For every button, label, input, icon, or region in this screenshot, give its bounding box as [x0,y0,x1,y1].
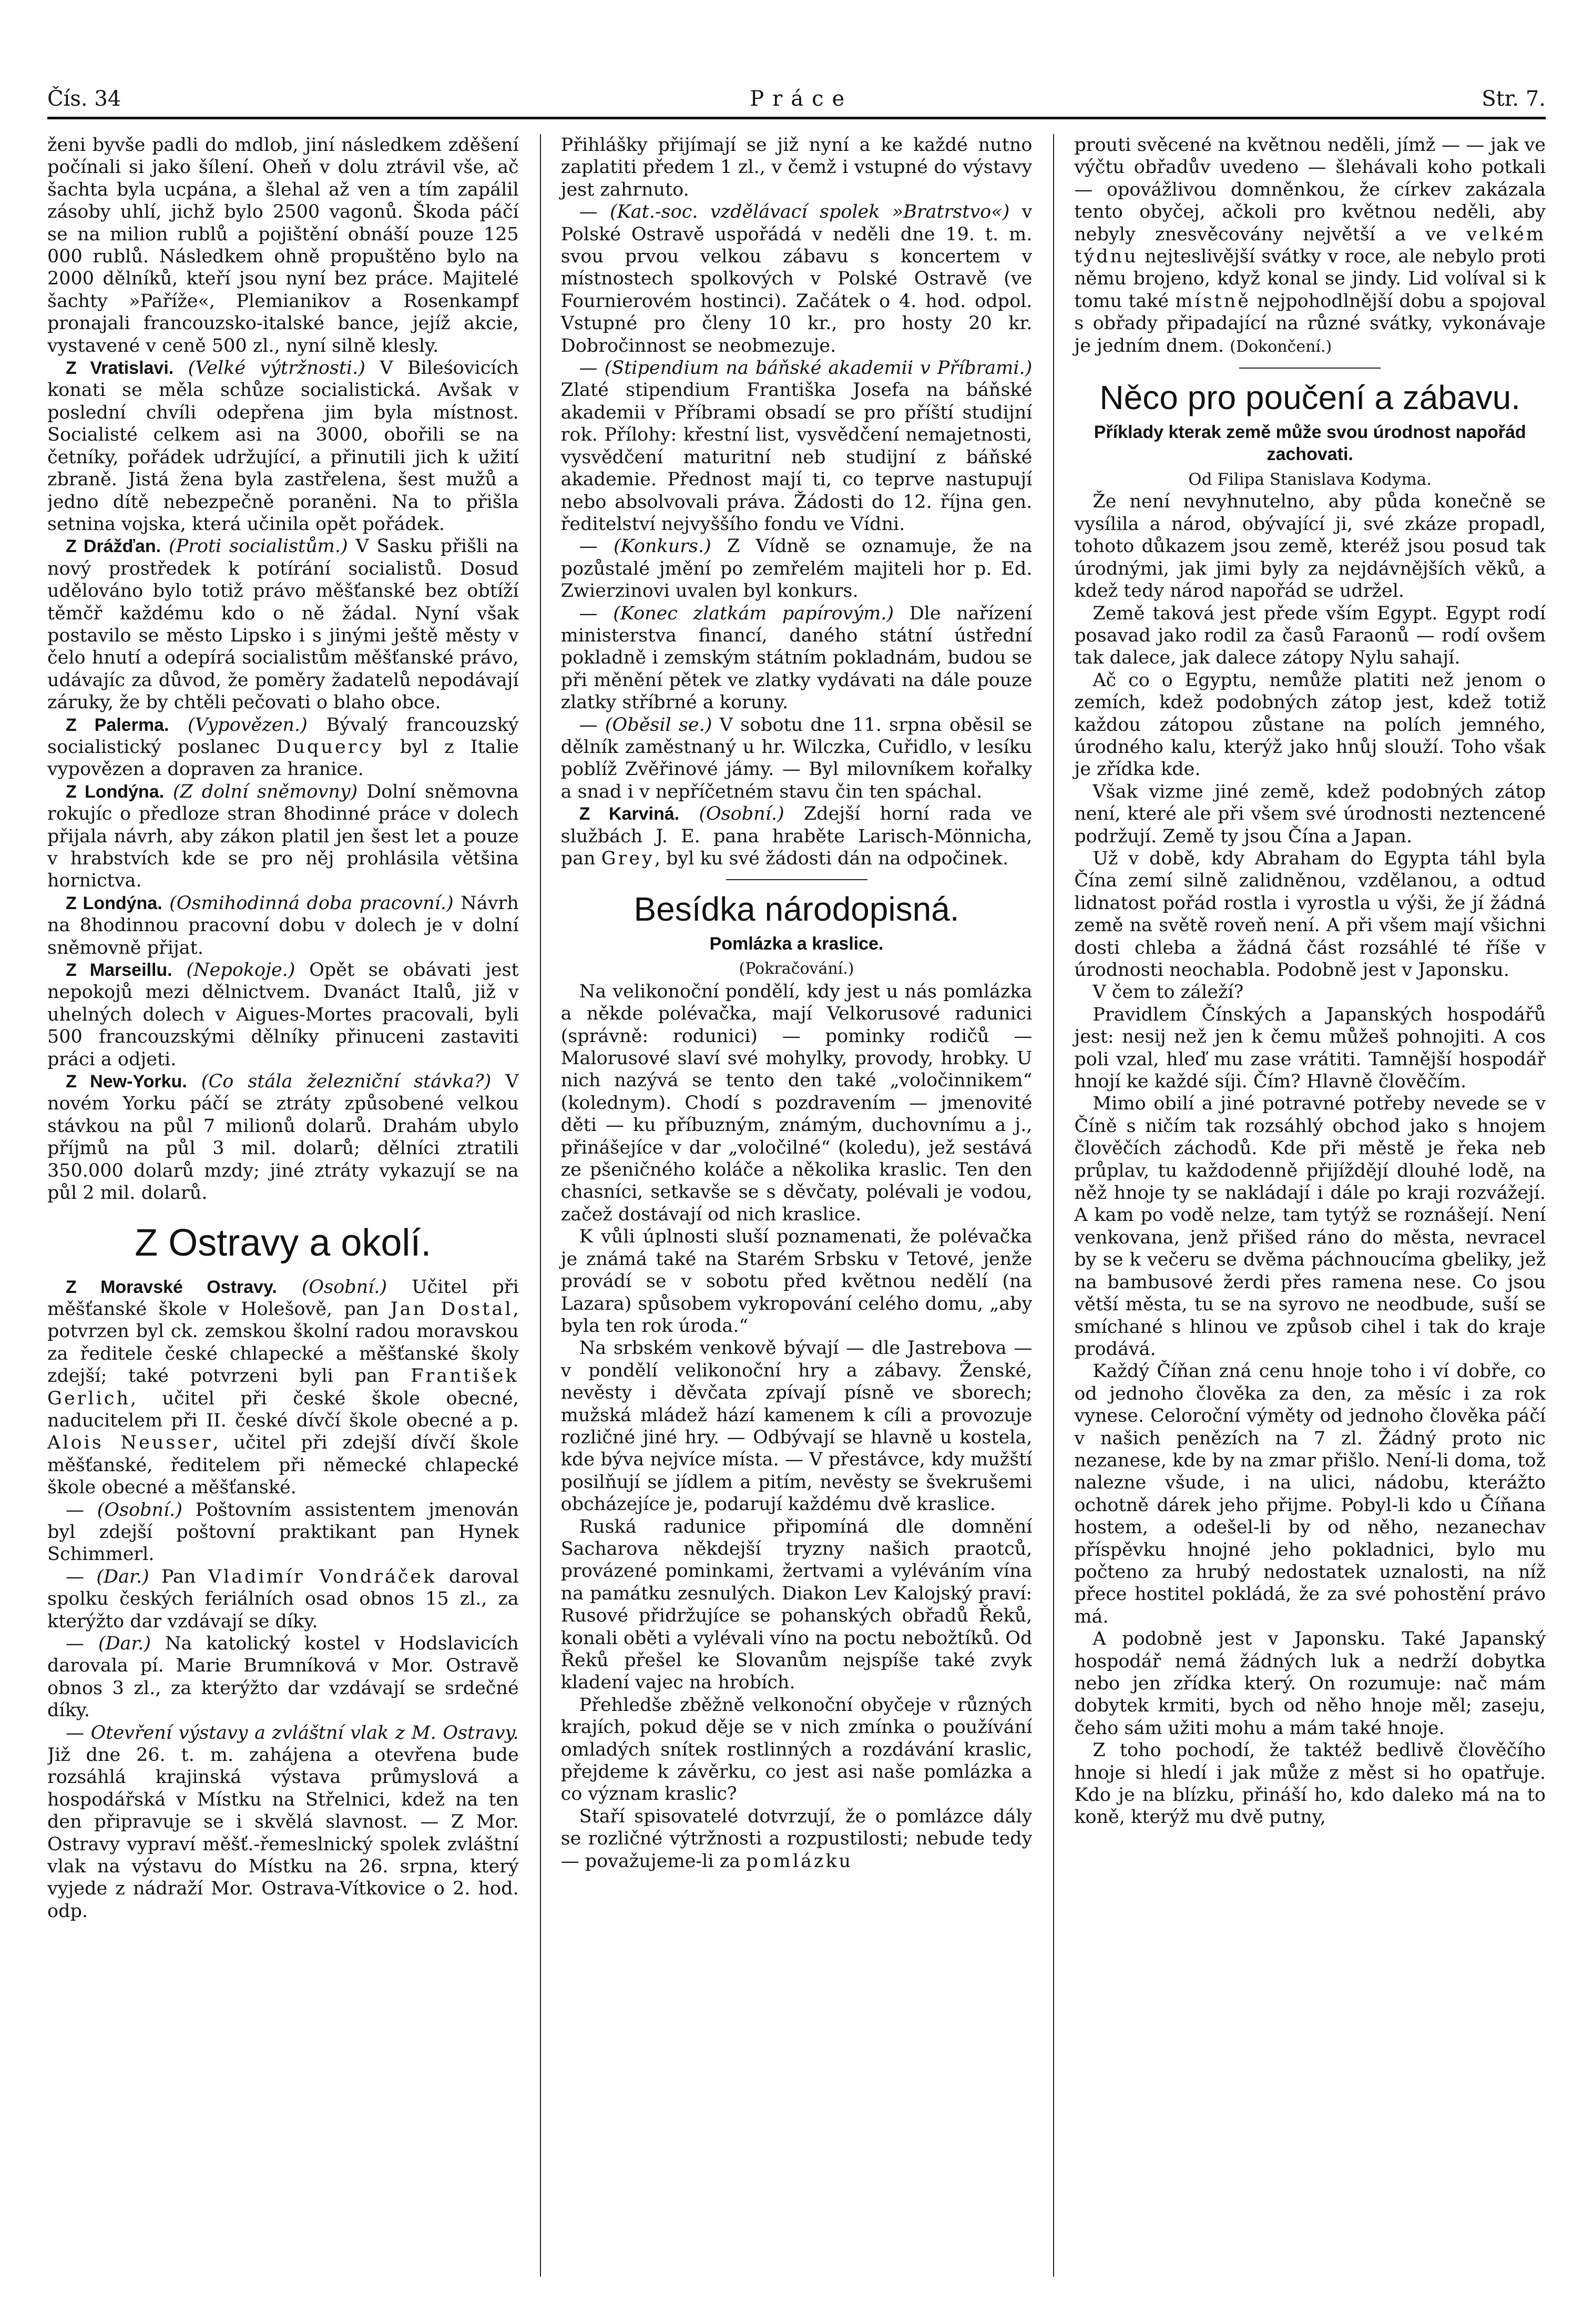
paragraph [1074,1628,1546,1739]
article-stipend: — (Stipendium na báňské akademii v Příbrami.) Zlaté stipendium Františka Josefa na báňské akademii v Příbrami obsadí se pro příští studijní rok. Přílohy: křestní list, vysvědčení nemajetnosti, vysvědčení maturitní neb studijní z báňské akademie. Přednost mají ti, co teprve nastupují nebo absolvovali práva. Žádosti do 12. října gen. ředitelství nejvyššího fondu ve Vídni. [560,358,1033,535]
article-title: (Stipendium na báňské akademii v Příbrami.) [604,358,1033,379]
article-body: Učitel při měšťanské škole v Holešově, pan [47,1276,519,1320]
article-lead: Z Karviná. [579,804,680,824]
article-title: (Konec zlatkám papírovým.) [613,603,894,624]
continued-note: (Pokračování.) [739,960,854,978]
article-gift-2: — (Dar.) Na katolický kostel v Hodslavicích darovala pí. Marie Brumníková v Mor. Ostravě obnos 3 zl., za kterýžto dar vzdávají se srdečné díky. [47,1633,519,1721]
article-body: Na katolický kostel v Hodslavicích darovala pí. Marie Brumníková v Mor. Ostravě obnos 3 zl., za kterýžto dar vzdávají se srdečné díky. [47,1633,519,1721]
paragraph-text: Na srbském venkově bývají — dle Jastrebova — v pondělí velikonoční hry a zábavy. Ženské, nevěsty i děvčata zpívají písně ve sborech; mužská mládež hází kamenem k cíli a provozuje rozličné jiné hry. — Odbývají se hlavně u kostela, kde býva nejvíce místa. — V přestávce, kdy mužští posilňují se jídlem a pitím, nevěsty se švekrušemi obcházejíce je, podarují každému dvě kraslice. [560,1338,1033,1515]
paragraph-text: K vůli úplnosti sluší poznamenati, že polévačka je známá také na Starém Srbsku v Tetové, jenže provádí se v sobotu před květnou nedělí (na Lazara) spůsobem vykropování celého domu, „aby byla ten rok úroda.“ [560,1226,1033,1337]
article-bratrstvo: — (Kat.-soc. vzdělávací spolek »Bratrstvo«) v Polské Ostravě uspořádá v neděli dne 19. t. m. svou prvou velkou zábavu s koncertem v místnostech spolkových v Polské Ostravě (ve Fournierovém hostinci). Začátek o 4. hod. odpol. Vstupné pro členy 10 kr., pro hosty 20 kr. Dobročinnost se neobmezuje. [560,201,1033,356]
article-paper-money: — (Konec zlatkám papírovým.) Dle nařízení ministerstva financí, daného státní ústřední pokladně i zemským státním pokladnám, budou se při měnění pětek ve zlatky vydávati na dále pouze zlatky stříbrné a koruny. [560,603,1033,713]
column-2 [540,134,1033,2277]
article-body: Zdejší horní rada ve službách J. E. pana hraběte Larisch-Mönnicha, pan [560,803,1033,869]
article-title: Otevření výstavy a zvláštní vlak z M. Ostravy. [90,1722,519,1744]
article-title: (Vypovězen.) [188,714,308,736]
article-title: (Osobní.) [97,1499,182,1521]
paragraph-text: Však vizme jiné země, kdež podobných zátop není, které ale při všem své úrodnosti neztencené podržují. Země ty jsou Čína a Japan. [1074,781,1546,847]
article-suicide: — (Oběsil se.) V sobotu dne 11. srpna oběsil se dělník zaměstnaný u hr. Wilczka, Cuřidlo, v lesíku poblíž Zvěřinové jámy. — Byl milovníkem kořalky a snad i v nepříčetném stavu čin ten spáchal. [560,714,1033,802]
paragraph-text: Přehledše zběžně velkonoční obyčeje v různých krajích, pokud děje se v nich zmínka o používání omladých snítek rostlinných a rozdávání kraslic, přejdeme k závěrku, co jest asi naše pomlázka a co význam kraslic? [560,1694,1033,1805]
paragraph [1074,1004,1546,1093]
paragraph-text: prouti svěcené na květnou neděli, jímž — — jak ve výčtu obřadův uvedeno — šlehávali koho potkali — opovážlivou domněnkou, že církev zakázala tento obyčej, ačkoli pro květnou neděli, aby nebyly znesvěcovány největší a ve [1074,135,1546,245]
article-body: V sobotu dne 11. srpna oběsil se dělník zaměstnaný u hr. Wilczka, Cuřidlo, v lesíku poblíž Zvěřinové jámy. — Byl milovníkem kořalky a snad i v nepříčetném stavu čin ten spáchal. [560,714,1033,802]
paragraph [1074,491,1546,602]
article-title: (Velké výtržnosti.) [188,358,365,379]
article-lead: Z Marseillu. [66,960,172,981]
article-body: , potvrzen byl ck. zemskou školní radou moravskou za ředitele české chlapecké a měšťanské školy zdejší; také potvrzeni byli pan [47,1298,519,1387]
article-lead: Z Londýna. [66,893,162,913]
article-dresden [47,535,519,713]
article-body: Dolní sněmovna rokujíc o předloze stran 8hodinné práce v dolech přijala návrh, aby zákon platil jen šest let a pouze v hrabstvích kde se pro něj prohlásila většina hornictva. [47,781,519,892]
article-title: (Osobní.) [301,1276,387,1298]
article-wroclaw [47,357,519,535]
paragraph-text: Na velikonoční pondělí, kdy jest u nás pomlázka a někde polévačka, mají Velkorusové radunici (správně: rodunici) — pominky rodičů — Malorusové slaví své mohylky, provody, hrobky. U nich nazývá se tento den také „voločinnikem“ (kolednym). Chodí s pozdravením — jmenovité děti — ku příbuzným, známým, duchovnímu a j., přinášejíce v dar „voločilné“ (koledu), jež sestává ze pšeničného koláče a několika kraslic. Ten den chasníci, setkavše se s děvčaty, polévali je vodou, začež dostávají od nich kraslice. [560,981,1033,1225]
article-lead: Z Moravské Ostravy. [66,1277,277,1297]
article-body: V Sasku přišli na nový prostředek k potírání socialistů. Dosud udělováno bylo totiž právo měšťanské bez obtíží těmčř každému kdo o ně žádal. Nyní však postavilo se město Lipsko i s jinými ještě městy v čelo hnutí a odepírá socialistům měšťanské právo, udávajíc za důvod, že poměry žadatelů nepodávají záruky, že by chtěli pečovati o blaho obce. [47,536,519,713]
paragraph-text: nejteslivější svátky v roce, ale nebylo proti němu brojeno, když konal se jindy. Lid volíval si k tomu také [1074,246,1546,312]
article-title: (Oběsil se.) [605,714,712,736]
article-body: , učitel při zdejší dívčí škole měšťanské, ředitelem při německé chlapecké škole obecné a měšťanské. [47,1432,519,1499]
article-title: (Dar.) [98,1633,151,1654]
section-heading-ostrava: Z Ostravy a okolí. [135,1221,432,1264]
newspaper-title: Práce [750,87,853,111]
article-body: Z Vídně se oznamuje, že na pozůstalé jmění po zemřelém majiteli hor p. Ed. Zwierzinovi uvalen byl konkurs. [560,536,1033,602]
person-name: Alois Neusser [47,1432,213,1454]
paragraph [1074,981,1546,1003]
paragraph [561,1337,1033,1515]
article-title: (Osmihodinná doba pracovní.) [169,892,454,914]
paragraph [1074,848,1546,981]
article-title: (Co stála železniční stávka?) [201,1071,492,1093]
person-name: František Gerlich [47,1365,519,1409]
article-body: byl z Italie vypovězen a dopraven za hranice. [47,736,519,780]
article-lead: Z Vratislavi. [66,358,174,379]
article-lead: Z New-Yorku. [66,1072,187,1092]
article-body: Bývalý francouzský socialistický poslanec [47,714,519,758]
section-heading-zabava: Něco pro poučení a zábavu. [1099,379,1520,417]
paragraph [1074,669,1546,781]
paragraph-text: Mimo obilí a jiné potravné potřeby nevede se v Číně s ničím tak rozsáhlý obchod jako s hnojem člověčích záchodů. Kde při městě je řeka neb průplav, tu každodenně přijíždějí dlouhé lodě, na něž hnoje ty se nakládají i dále po kraji rozvážejí. A kam po vodě nelze, tam tytýž se roznášejí. Není venkovana, jenž přišed ráno do města, nevracel by se k večeru se dvěma páchnoucíma gbeliky, jež na bambusové žerdi přes ramena nese. Co jsou větší města, tu se na syrovo ne neodbude, suší se smíchané s hlinou ve způsob cihel i tak do kraje prodává. [1074,1093,1546,1360]
article-body: V Bileśovicích konati se měla schůze socialistická. Avšak v poslední chvíli odepřena jim byla místnost. Socialisté celkem asi na 3000, obořili se na četníky, pořádek udržující, a přinutili jich k užití zbraně. Jistá žena byla zastřelena, šest mužů a jedno dítě nebezpečně poraněni. Na to přišla setnina vojska, která učinila opět pořádek. [47,358,519,535]
article-body: Opět se obávati jest nepokojů mezi dělnictvem. Dvanáct Italů, již v uhelných dolech v Aigues-Mortes pracovali, byli 500 francouzskými dělníky přinuceni zastaviti práci a odjeti. [47,960,519,1070]
paragraph [561,1516,1033,1694]
article-body: v Polské Ostravě uspořádá v neděli dne 19. t. m. svou prvou velkou zábavu s koncertem v místnostech spolkových v Polské Ostravě (ve Fournierovém hostinci). Začátek o 4. hod. odpol. Vstupné pro členy 10 kr., pro hosty 20 kr. Dobročinnost se neobmezuje. [560,201,1033,356]
article-body: Návrh na 8hodinnou pracovní dobu v dolech je v dolní sněmovně přijat. [47,892,519,959]
article-new-york [47,1071,519,1204]
paragraph-text: Staří spisovatelé dotvrzují, že o pomlázce dály se rozličné výtržnosti a rozpustilosti; nebude tedy — považujeme-li za [560,1806,1033,1872]
article-body: Zlaté stipendium Františka Josefa na báňské akademii v Příbrami obsadí se pro příští studijní rok. Přílohy: křestní list, vysvědčení nemajetnosti, vysvědčení maturitní neb studijní z báňské akademie. Přednost mají ti, co teprve nastupují nebo absolvovali práva. Žádosti do 12. října gen. ředitelství nejvyššího fondu ve Vídni. [560,380,1033,535]
paragraph-text: Už v době, kdy Abraham do Egypta táhl byla Čína zemí silně zalidněnou, vzdělanou, a odtud lidnatost pořád rostla i vyrostla u výši, že jí žádná země na světě roveň není. A při všem mají všichni dosti chleba a žádná část rozsáhlé té říše v úrodnosti neochabla. Podobně jest v Japonsku. [1074,848,1546,981]
article-marseille [47,959,519,1071]
article-title: (Proti socialistům.) [168,536,348,557]
article-lead: Z Palerma. [66,715,169,735]
article-title: (Z dolní sněmovny) [172,781,358,802]
conclusion-note: (Dokončení.) [1230,337,1332,356]
article-gift-1: — (Dar.) Pan Vladimír Vondráček daroval spolku českých feriálních osad obnos 15 zl., za kterýžto dar vzdávají se díky. [47,1566,519,1632]
author-line: Od Filipa Stanislava Kodyma. [1188,470,1432,490]
article-title: (Konkurs.) [613,536,711,557]
article-text: ženi byvše padli do mdlob, jiní následkem zděšení počínali si jako šílení. Oheň v dolu ztrávil vše, ač šachta byla ucpána, a šlehal až ven a tím zapálil zásoby uhlí, jichž bylo 2500 vagonů. Škoda páčí se na milion rublů a pojištění obnáší pouze 125 000 rublů. Následkem ohně propuštěno bylo na 2000 dělníků, kteří jsou nyní bez práce. Majitelé šachty »Paříže«, Plemianikov a Rosenkampf pronajali francouzsko-italské bance, jejíž akcie, vystavené v ceně 500 zl., nyní silně klesly. [47,135,519,356]
paragraph [1074,781,1546,848]
paragraph [561,1694,1033,1806]
section-subheading: Příklady kterak země může svou úrodnost napořád zachovati. [1094,422,1526,465]
person-name: Jan Dostal [390,1298,513,1320]
article-body: daroval spolku českých feriálních osad obnos 15 zl., za kterýžto dar vzdávají se díky. [47,1566,519,1632]
issue-number: Čís. 34 [47,87,121,111]
column-1 [47,134,519,2277]
article-body: Již dne 26. t. m. zahájena a otevřena bude rozsáhlá krajinská výstava průmyslová a hospodářská v Místku na Střelnici, kdež na ten den připravuje se i skvělá slavnost. — Z Mor. Ostravy vypraví měšť.-řemeslnický spolek zvláštní vlak na výstavu do Místku na 26. srpna, který vyjede z nádraží Mor. Ostrava-Vítkovice o 2. hod. odp. [47,1745,519,1922]
article-konkurs: — (Konkurs.) Z Vídně se oznamuje, že na pozůstalé jmění po zemřelém majiteli hor p. Ed. Zwierzinovi uvalen byl konkurs. [560,536,1033,602]
column-3 [1053,134,1546,2277]
person-name: Duquercy [276,736,384,758]
article-body: , učitel při české škole obecné, naducitelem při II. české dívčí škole obecné a p. [47,1388,519,1431]
article-title: (Dar.) [96,1566,149,1587]
person-name: Grey [601,848,655,869]
section-heading-besidka: Besídka národopisná. [634,890,959,929]
paragraph [1074,603,1546,669]
page-header [47,81,1546,111]
article-title: (Nepokoje.) [186,960,295,981]
header-rule [47,117,1546,119]
separator [726,879,867,880]
article-text: Přihlášky přijímají se již nyní a ke každé nutno zaplatiti předem 1 zl., v čemž i vstupné do výstavy jest zahrnuto. [560,135,1033,200]
article-palermo [47,714,519,781]
article-title: (Kat.-soc. vzdělávací spolek »Bratrstvo«) [610,201,1010,223]
emphasized-word: místně [1175,290,1251,312]
article-london-1 [47,781,519,892]
separator [1239,368,1381,369]
paragraph [1074,1360,1546,1628]
article-lead: Z Drážďan. [66,536,161,557]
article-karvina [561,803,1033,870]
article-lead: Z Londýna. [66,781,165,802]
article-title: (Osobní.) [699,803,784,825]
paragraph-text: V čem to záleží? [1092,982,1244,1003]
paragraph [1074,134,1546,358]
paragraph [1074,1093,1546,1360]
paragraph-text: Z toho pochodí, že taktéž bedlivě člověčího hnoje si hledí i jak může z měst si ho opatřuje. Kdo je na blízku, přináší ho, kdo daleko má na to koně, kterýž mu dvě putny, [1074,1740,1546,1828]
page-number: Str. 7. [1482,87,1546,111]
article-london-2 [47,892,519,959]
person-name: Vladimír Vondráček [208,1566,437,1587]
article-body: Dle nařízení ministerstva financí, daného státní ústřední pokladně i zemským státním pokladnám, budou se při měnění pětek ve zlatky vydávati na dále pouze zlatky stříbrné a koruny. [560,603,1033,713]
columns [47,134,1546,2277]
article-body: V novém Yorku páčí se ztráty způsobené velkou stávkou na půl 7 milionů dolarů. Drahám ubylo příjmů na půl 3 mil. dolarů; dělníci ztratili 350.000 dolarů mzdy; jiné ztráty vykazují se na půl 2 mil. dolarů. [47,1071,519,1204]
paragraph-text: Země taková jest přede vším Egypt. Egypt rodí posavad jako rodil za časů Faraonů — rodí ovšem tak dalece, jak dalece zátopy Nylu sahají. [1074,603,1546,669]
paragraph [561,1226,1033,1337]
article-moravska-ostrava [47,1276,519,1499]
paragraph [561,981,1033,1226]
article-postal: — (Osobní.) Poštovním assistentem jmenován byl zdejší poštovní praktikant pan Hynek Schimmerl. [47,1499,519,1565]
paragraph-text: nejpohodlnější dobu a spojoval s obřady připadající na různé svátky, vykonávaje je jedním dnem. [1074,290,1546,356]
section-subheading: Pomlázka a kraslice. [709,934,884,954]
article-body: Poštovním assistentem jmenován byl zdejší poštovní praktikant pan Hynek Schimmerl. [47,1499,519,1565]
article-exhibition: — Otevření výstavy a zvláštní vlak z M. Ostravy. Již dne 26. t. m. zahájena a otevřena bude rozsáhlá krajinská výstava průmyslová a hospodářská v Místku na Střelnici, kdež na ten den připravuje se i skvělá slavnost. — Z Mor. Ostravy vypraví měšť.-řemeslnický spolek zvláštní vlak na výstavu do Místku na 26. srpna, který vyjede z nádraží Mor. Ostrava-Vítkovice o 2. hod. odp. [47,1722,519,1922]
paragraph-text: A podobně jest v Japonsku. Také Japanský hospodář nemá žádných luk a nedrží dobytka nebo jen zřídka který. On rozumuje: nač mám dobytek krmiti, bych od něho hnoje měl; zaseju, čeho sám užiti mohu a mám také hnoje. [1074,1628,1546,1739]
paragraph-text: Každý Číňan zná cenu hnoje toho i ví dobře, co od jednoho člověka za den, za měsíc i za rok vynese. Celoroční výměty od jednoho člověka páčí v našich penězích na 7 zl. Žádný proto nic nezanese, kde by na zmar přišlo. Není-li doma, tož nalezne všude, i na ulici, nádobu, kterážto ochotně dárek jeho přijme. Pobyl-li kdo u Číňana hostem, a odešel-li by od něho, nezanechav příspěvku hnojné jeho pokladnici, bylo mu počteno za hrubý nedostatek uznalosti, na níž přece hostitel pokládá, že za své pohostění právo má. [1074,1361,1546,1627]
article-body: Pan [161,1566,196,1587]
paragraph-text: Ruská radunice připomíná dle domnění Sacharova někdejší tryzny našich praotců, provázené pominkami, žertvami a vyléváním vína na památku zesnulých. Diakon Lev Kalojský praví: Rusové přidržujíce se pohanských obřadů Řeků, konali oběti a vylévali víno na poctu nebožtíků. Od Řeků přešel ke Slovanům nejspíše také zvyk kladení vajec na hrobích. [560,1516,1033,1694]
article-body: , byl ku své žádosti dán na odpočinek. [654,848,1008,869]
paragraph [1074,1739,1546,1829]
paragraph-text: Že není nevyhnutelno, aby půda konečně se vysílila a národ, obývající ji, své zkáze propadl, tohoto důkazem jsou země, kteréž jsou posud tak úrodnými, jak jimi byly za nejdávnějších věků, a kdež tedy národ napořád se udržel. [1074,491,1546,602]
paragraph-text: Ač co o Egyptu, nemůže platiti než jenom o zemích, kdež podobných zátop jest, kdež totiž každou zátopou zůstane na polích jemného, úrodného kalu, kterýž jako hnůj slouží. Toho však je zřídka kde. [1074,669,1546,780]
paragraph [561,1806,1033,1872]
emphasized-word: pomlázku [746,1850,853,1872]
emphasized-word: velkém týdnu [1074,223,1546,268]
paragraph-text: Pravidlem Čínských a Japanských hospodářů jest: nesij než jen k čemu můžeš pohnojiti. A cos poli vzal, hleď mu zase vrátiti. Tamnější hospodář hnojí ke každé síji. Čím? Hlavně člověčím. [1074,1004,1546,1093]
